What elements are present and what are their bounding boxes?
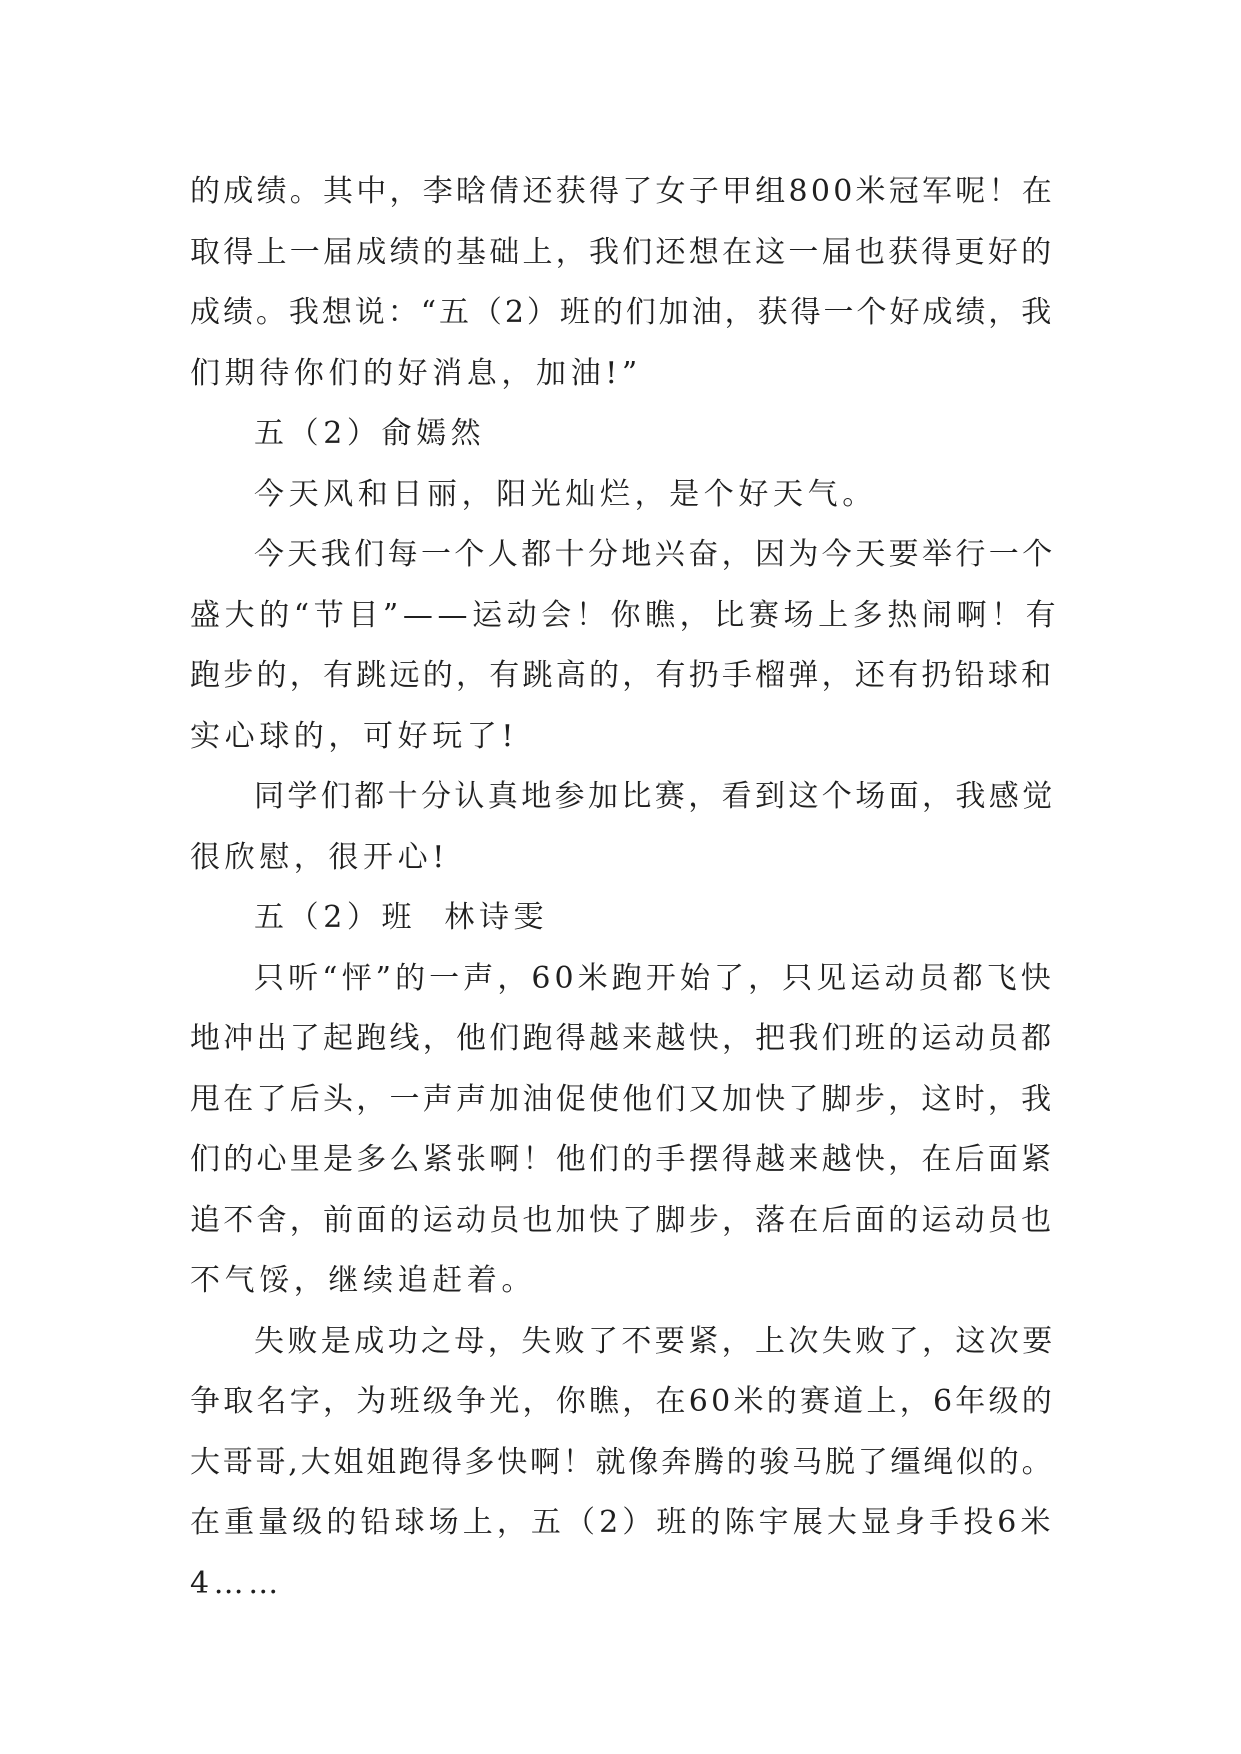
text-line: 4……: [190, 1565, 283, 1601]
text-line: 们的心里是多么紧张啊！他们的手摆得越来越快，在后面紧: [190, 1142, 1055, 1177]
text-line: 今天我们每一个人都十分地兴奋，因为今天要举行一个: [254, 537, 1056, 572]
text-line: 地冲出了起跑线，他们跑得越来越快，把我们班的运动员都: [190, 1021, 1055, 1056]
text-line: 五（2）班 林诗雯: [254, 900, 549, 935]
text-line: 在重量级的铅球场上，五（2）班的陈宇展大显身手投6米: [190, 1505, 1055, 1540]
text-line: 很欣慰，很开心!: [190, 839, 449, 875]
paragraph-1: [190, 162, 1060, 404]
text-line: 失败是成功之母，失败了不要紧，上次失败了，这次要: [254, 1323, 1056, 1359]
text-line: 实心球的，可好玩了!: [190, 718, 519, 754]
text-line: 取得上一届成绩的基础上，我们还想在这一届也获得更好的: [190, 234, 1055, 270]
paragraph-3: [190, 465, 1060, 526]
paragraph-4: [190, 525, 1060, 767]
text-line: 甩在了后头，一声声加油促使他们又加快了脚步，这时，我: [190, 1081, 1055, 1117]
paragraph-8: [190, 1312, 1060, 1615]
text-line: 大哥哥,大姐姐跑得多快啊！就像奔腾的骏马脱了缰绳似的。: [190, 1444, 1055, 1480]
text-line: 的成绩。其中，李晗倩还获得了女子甲组800米冠军呢！在: [190, 174, 1056, 209]
text-line: 同学们都十分认真地参加比赛，看到这个场面，我感觉: [254, 779, 1056, 814]
text-line: 成绩。我想说：“五（2）班的们加油，获得一个好成绩，我: [190, 295, 1055, 330]
paragraph-5: [190, 767, 1060, 888]
paragraph-7: [190, 949, 1060, 1312]
text-line: 争取名字，为班级争光，你瞧，在60米的赛道上，6年级的: [190, 1384, 1056, 1419]
author-line-2: [190, 888, 1060, 949]
text-line: 只听“怦”的一声，60米跑开始了，只见运动员都飞快: [254, 960, 1055, 996]
text-line: 五（2）俞嫣然: [254, 416, 486, 451]
text-line: 跑步的，有跳远的，有跳高的，有扔手榴弹，还有扔铅球和: [190, 658, 1055, 693]
text-line: 盛大的“节目”——运动会！你瞧，比赛场上多热闹啊！有: [190, 597, 1061, 633]
text-line: 们期待你们的好消息，加油!”: [190, 355, 642, 391]
document-body: [190, 162, 1060, 1614]
text-line: 不气馁，继续追赶着。: [190, 1263, 536, 1298]
text-line: 追不舍，前面的运动员也加快了脚步，落在后面的运动员也: [190, 1202, 1055, 1238]
text-line: 今天风和日丽，阳光灿烂，是个好天气。: [254, 476, 877, 512]
author-line-1: [190, 404, 1060, 465]
